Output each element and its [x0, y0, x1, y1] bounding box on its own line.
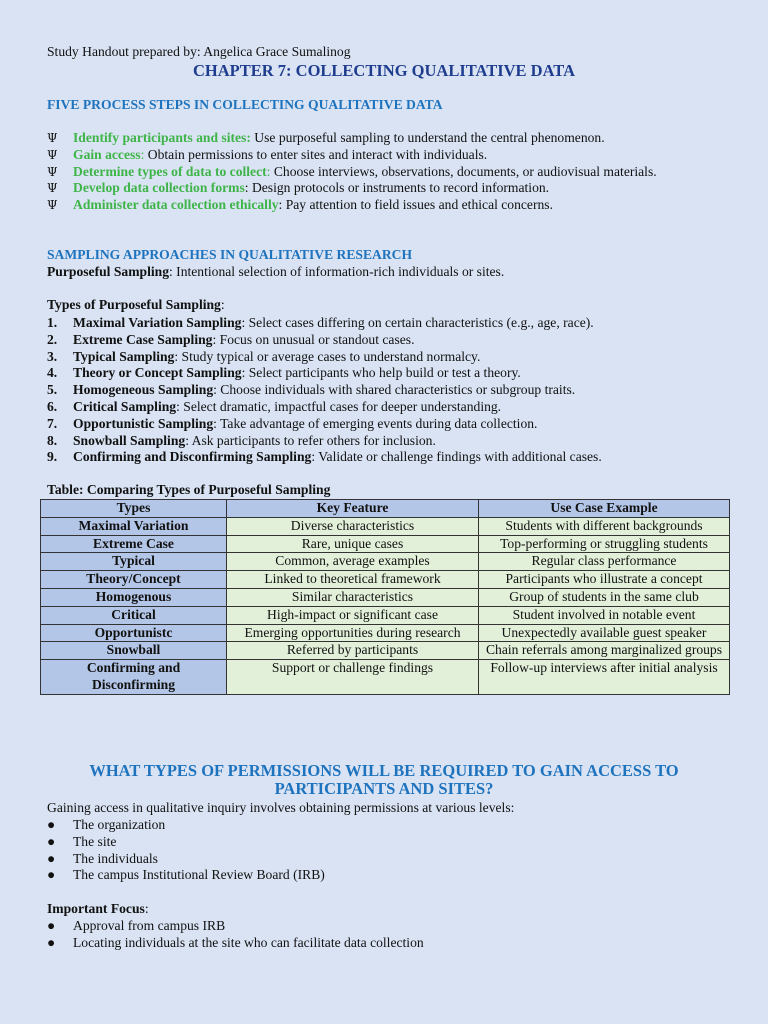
column-header: Types — [41, 500, 227, 518]
important-focus-heading: Important Focus: — [47, 901, 149, 916]
permissions-intro: Gaining access in qualitative inquiry involves obtaining permissions at various levels: — [47, 800, 515, 815]
table-row — [41, 624, 730, 642]
table-cell: Common, average examples — [227, 553, 479, 571]
table-row — [41, 588, 730, 606]
permissions-heading: WHAT TYPES OF PERMISSIONS WILL BE REQUIRED TO GAIN ACCESS TO PARTICIPANTS AND SITES? — [89, 761, 679, 798]
table-caption: Table: Comparing Types of Purposeful Sampling — [47, 482, 331, 497]
table-cell: Typical — [41, 553, 227, 571]
table-cell: Homogenous — [41, 588, 227, 606]
bullet-icon: ● — [47, 817, 56, 832]
list-item: 3. Typical Sampling: Study typical or average cases to understand normalcy. — [47, 348, 481, 364]
table-cell: Student involved in notable event — [479, 606, 730, 624]
table-cell: Similar characteristics — [227, 588, 479, 606]
list-item: 8. Snowball Sampling: Ask participants to refer others for inclusion. — [47, 432, 436, 448]
bullet-icon: ● — [47, 934, 56, 950]
table-row — [41, 553, 730, 571]
table-cell: Linked to theoretical framework — [227, 571, 479, 589]
important-focus-list — [47, 918, 737, 952]
table-row — [41, 517, 730, 535]
table-header-row — [41, 500, 730, 518]
list-item: ● Approval from campus IRB — [47, 918, 226, 933]
list-item: ● The site — [47, 833, 117, 849]
table-cell: Maximal Variation — [41, 517, 227, 535]
list-item: ● Locating individuals at the site who can facilitate data collection — [47, 934, 424, 950]
list-item: 7. Opportunistic Sampling: Take advantage of emerging events during data collection. — [47, 415, 538, 431]
psi-bullet-icon: Ψ — [47, 164, 58, 179]
psi-bullet-icon: Ψ — [47, 131, 58, 145]
table-cell: Rare, unique cases — [227, 535, 479, 553]
column-header: Key Feature — [227, 500, 479, 518]
table-cell: Referred by participants — [227, 642, 479, 660]
list-item: 1. Maximal Variation Sampling: Select cases differing on certain characteristics (e.g., age, race). — [47, 315, 594, 330]
table-cell: Theory/Concept — [41, 571, 227, 589]
table-cell: Follow-up interviews after initial analysis — [479, 660, 730, 695]
table-cell: Group of students in the same club — [479, 588, 730, 606]
psi-bullet-icon: Ψ — [47, 181, 58, 196]
table-cell: Confirming and Disconfirming — [41, 660, 227, 695]
bullet-icon: ● — [47, 850, 56, 866]
table-cell: Emerging opportunities during research — [227, 624, 479, 642]
table-cell: Chain referrals among marginalized groups — [479, 642, 730, 660]
step-item: Ψ Gain access: Obtain permissions to enter sites and interact with individuals. — [47, 146, 488, 162]
psi-bullet-icon: Ψ — [47, 198, 58, 213]
psi-bullet-icon: Ψ — [47, 147, 58, 162]
list-item: 6. Critical Sampling: Select dramatic, impactful cases for deeper understanding. — [47, 398, 502, 414]
types-heading: Types of Purposeful Sampling: — [47, 297, 225, 312]
sampling-types-list — [47, 315, 737, 466]
steps-heading: FIVE PROCESS STEPS IN COLLECTING QUALITATIVE DATA — [47, 97, 443, 112]
table-row — [41, 535, 730, 553]
table-cell: Students with different backgrounds — [479, 517, 730, 535]
table-cell: Unexpectedly available guest speaker — [479, 624, 730, 642]
table-cell: Opportunistc — [41, 624, 227, 642]
table-cell: Extreme Case — [41, 535, 227, 553]
table-cell: Snowball — [41, 642, 227, 660]
bullet-icon: ● — [47, 867, 56, 883]
table-row — [41, 660, 730, 695]
list-item: ● The campus Institutional Review Board (IRB) — [47, 867, 325, 883]
list-item: 4. Theory or Concept Sampling: Select participants who help build or test a theory. — [47, 365, 521, 381]
step-item: Ψ Administer data collection ethically: Pay attention to field issues and ethical concerns. — [47, 197, 553, 213]
table-cell: Diverse characteristics — [227, 517, 479, 535]
step-item: Ψ Determine types of data to collect: Choose interviews, observations, documents, or audiovisual materials. — [47, 163, 657, 179]
bullet-icon: ● — [47, 918, 56, 933]
list-item: 2. Extreme Case Sampling: Focus on unusual or standout cases. — [47, 331, 415, 347]
bullet-icon: ● — [47, 833, 56, 849]
table-cell: Participants who illustrate a concept — [479, 571, 730, 589]
chapter-title: CHAPTER 7: COLLECTING QUALITATIVE DATA — [193, 61, 575, 80]
prepared-by: Study Handout prepared by: Angelica Grace Sumalinog — [47, 44, 351, 59]
list-item: ● The individuals — [47, 850, 158, 866]
list-item: 9. Confirming and Disconfirming Sampling: Validate or challenge findings with additional cases. — [47, 449, 602, 465]
comparison-table — [40, 499, 730, 695]
purposeful-definition: Purposeful Sampling: Intentional selection of information-rich individuals or sites. — [47, 264, 505, 279]
column-header: Use Case Example — [479, 500, 730, 518]
sampling-heading: SAMPLING APPROACHES IN QUALITATIVE RESEARCH — [47, 247, 413, 262]
table-cell: Regular class performance — [479, 553, 730, 571]
table-cell: Critical — [41, 606, 227, 624]
list-item: 5. Homogeneous Sampling: Choose individuals with shared characteristics or subgroup traits. — [47, 382, 576, 398]
table-row — [41, 642, 730, 660]
table-cell: Support or challenge findings — [227, 660, 479, 695]
table-row — [41, 571, 730, 589]
list-item: ● The organization — [47, 817, 166, 832]
step-item: Ψ Identify participants and sites: Use purposeful sampling to understand the central phenomenon. — [47, 130, 605, 145]
permission-levels-list — [47, 817, 737, 884]
step-item: Ψ Develop data collection forms: Design protocols or instruments to record information. — [47, 180, 550, 196]
table-cell: Top-performing or struggling students — [479, 535, 730, 553]
steps-list — [47, 130, 737, 214]
table-row — [41, 606, 730, 624]
table-cell: High-impact or significant case — [227, 606, 479, 624]
